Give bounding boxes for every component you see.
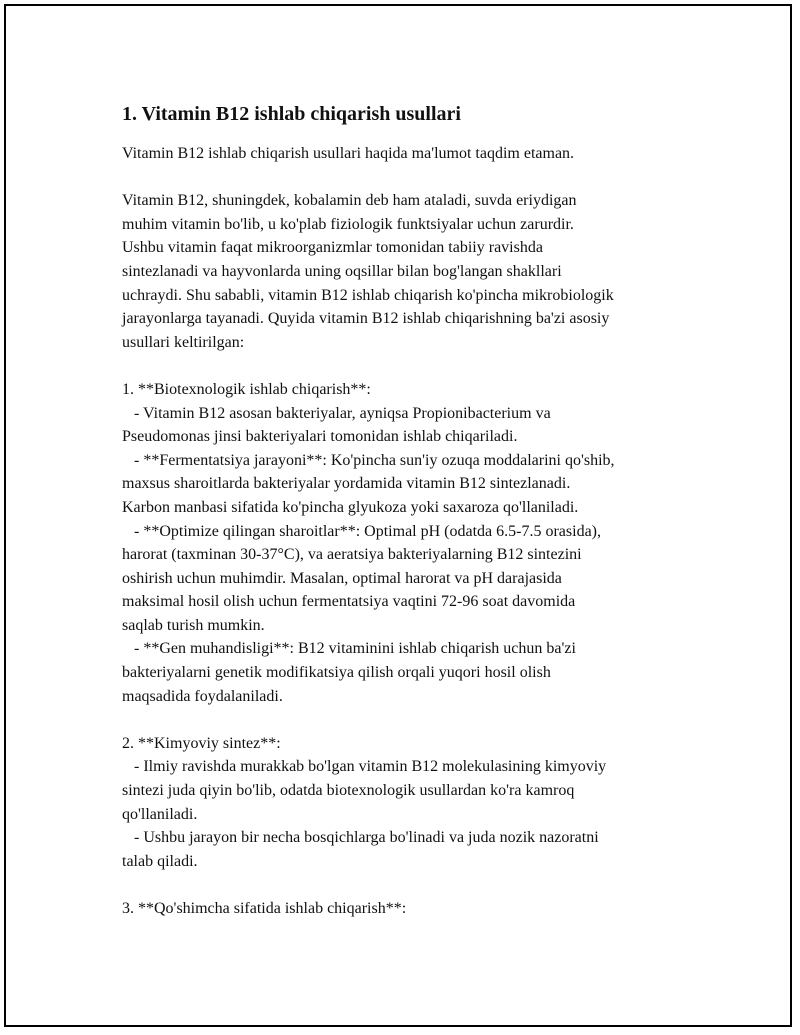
document-body: Vitamin B12 ishlab chiqarish usullari haqida ma'lumot taqdim etaman. Vitamin B12, shuningdek, kobalamin deb ham ataladi, suvda eriydigan muhim vitamin bo'lib, u ko'plab fiziologik funktsiyalar uchun zarurdir. Ushbu vitamin faqat mikroorganizmlar tomonidan tabiiy ravishda sintezlanadi va hayvonlarda uning oqsillar bilan bog'langan shakllari uchraydi. Shu sababli, vitamin B12 ishlab chiqarish ko'pincha mikrobiologik jarayonlarga tayanadi. Quyida vitamin B12 ishlab chiqarishning ba'zi asosiy usullari keltirilgan: 1. **Biotexnologik ishlab chiqarish**: - Vitamin B12 asosan bakteriyalar, ayniqsa Propionibacterium va Pseudomonas jinsi bakteriyalari tomonidan ishlab chiqariladi. - **Fermentatsiya jarayoni**: Ko'pincha sun'iy ozuqa moddalarini qo'shib, maxsus sharoitlarda bakteriyalar yordamida vitamin B12 sintezlanadi. Karbon manbasi sifatida ko'pincha glyukoza yoki saxaroza qo'llaniladi. - **Optimize qilingan sharoitlar**: Optimal pH (odatda 6.5-7.5 orasida), harorat (taxminan 30-37°C), va aeratsiya bakteriyalarning B12 sintezini oshirish uchun muhimdir. Masalan, optimal harorat va pH darajasida maksimal hosil olish uchun fermentatsiya vaqtini 72-96 soat davomida saqlab turish mumkin. - **Gen muhandisligi**: B12 vitaminini ishlab chiqarish uchun ba'zi bakteriyalarni genetik modifikatsiya qilish orqali yuqori hosil olish maqsadida foydalaniladi. 2. **Kimyoviy sintez**: - Ilmiy ravishda murakkab bo'lgan vitamin B12 molekulasining kimyoviy sintezi juda qiyin bo'lib, odatda biotexnologik usullardan ko'ra kamroq qo'llaniladi. - Ushbu jarayon bir necha bosqichlarga bo'linadi va juda nozik nazoratni talab qiladi. 3. **Qo'shimcha sifatida ishlab chiqarish**: xyxy=(122,145,615,917)
document-content xyxy=(122,102,702,921)
page-frame xyxy=(4,4,792,1027)
document-title: 1. Vitamin B12 ishlab chiqarish usullari xyxy=(122,103,461,125)
